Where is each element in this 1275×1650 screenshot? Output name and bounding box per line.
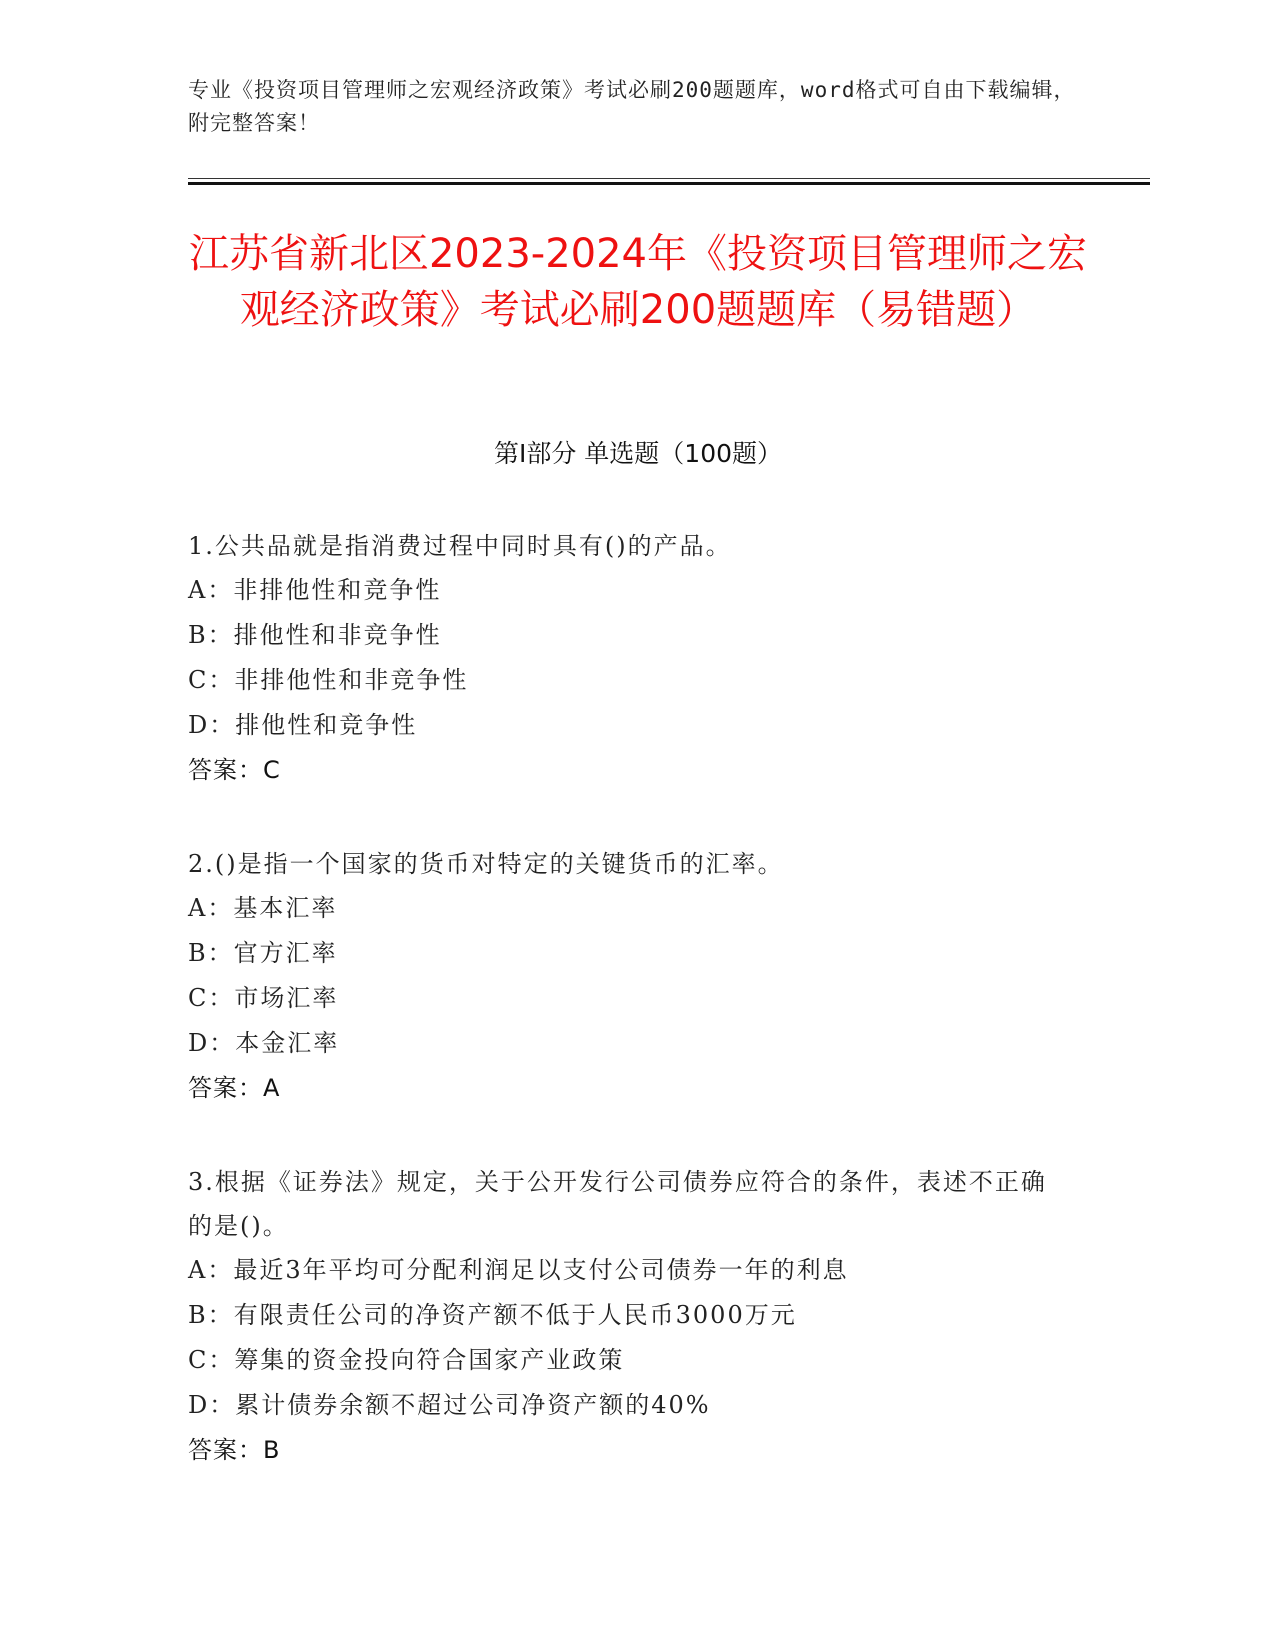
document-title: 江苏省新北区2023-2024年《投资项目管理师之宏观经济政策》考试必刷200题题库（易错题） [188,231,1088,333]
question-stem: 1.公共品就是指消费过程中同时具有()的产品。 [188,532,732,560]
option-c: C：筹集的资金投向符合国家产业政策 [188,1346,625,1374]
option-a: A：基本汇率 [188,894,338,922]
section-heading: 第Ⅰ部分 单选题（100题） [493,439,783,468]
answer-line: 答案：B [188,1436,281,1464]
question-stem: 2.()是指一个国家的货币对特定的关键货币的汇率。 [188,850,784,878]
answer-line: 答案：A [188,1074,281,1102]
option-b: B：官方汇率 [188,939,338,967]
option-d: D：本金汇率 [188,1029,340,1057]
header-note: 专业《投资项目管理师之宏观经济政策》考试必刷200题题库，word格式可自由下载编辑，附完整答案！ [188,78,1076,135]
question-item [188,524,1068,793]
option-b: B：有限责任公司的净资产额不低于人民币3000万元 [188,1301,797,1329]
question-stem: 3.根据《证券法》规定，关于公开发行公司债券应符合的条件，表述不正确的是()。 [188,1168,1047,1240]
header-divider-thin [188,178,1150,179]
header-divider-thick [188,182,1150,185]
option-a: A：最近3年平均可分配利润足以支付公司债券一年的利息 [188,1256,849,1284]
option-d: D：累计债券余额不超过公司净资产额的40% [188,1391,711,1419]
option-d: D：排他性和竞争性 [188,711,418,739]
option-c: C：市场汇率 [188,984,339,1012]
question-item [188,842,1068,1111]
option-b: B：排他性和非竞争性 [188,621,442,649]
option-c: C：非排他性和非竞争性 [188,666,469,694]
option-a: A：非排他性和竞争性 [188,576,442,604]
question-item [188,1160,1068,1473]
answer-line: 答案：C [188,756,281,784]
